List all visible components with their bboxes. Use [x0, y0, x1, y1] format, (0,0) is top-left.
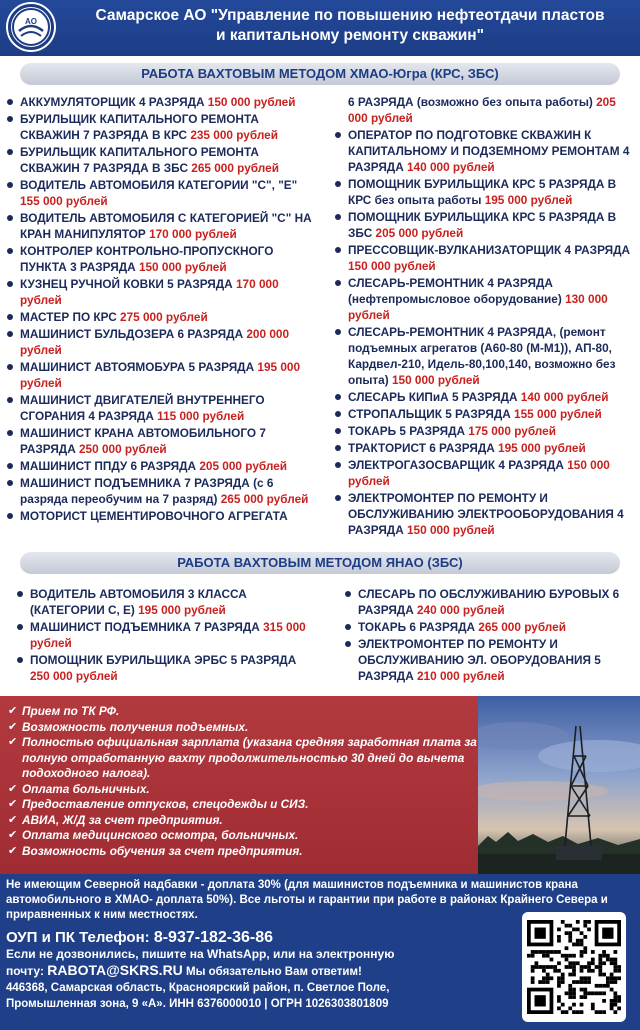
vacancy-title: ВОДИТЕЛЬ АВТОМОБИЛЯ 3 КЛАССА (КАТЕГОРИИ С, Е) — [30, 587, 247, 617]
vacancy-item — [6, 210, 318, 242]
vacancy-item — [334, 440, 636, 456]
vacancy-item — [344, 586, 636, 618]
vacancy-title: КОНТРОЛЕР КОНТРОЛЬНО-ПРОПУСКНОГО ПУНКТА 3 РАЗРЯДА — [20, 244, 274, 274]
checkmark-icon: ✔ — [8, 736, 18, 748]
vacancy-title: ТРАКТОРИСТ 6 РАЗРЯДА — [348, 441, 499, 455]
vacancy-salary: 265 000 рублей — [191, 161, 279, 175]
vacancy-salary: 250 000 рублей — [79, 442, 167, 456]
phone-number[interactable]: 8-937-182-36-86 — [153, 929, 274, 946]
vacancy-item — [6, 508, 318, 524]
email-line — [6, 962, 506, 980]
vacancy-salary: 210 000 рублей — [417, 669, 505, 683]
benefit-text: АВИА, Ж/Д за счет предприятия. — [22, 812, 223, 827]
vacancy-item — [16, 586, 316, 618]
vacancy-title: МАСТЕР ПО КРС — [20, 310, 121, 324]
vacancy-salary: 275 000 рублей — [120, 310, 208, 324]
benefit-text: Полностью официальная зарплата (указана средняя заработная плата за полную отработанную вахту продолжительностью 30 дней до вычета подоходного налога). — [22, 735, 477, 780]
vacancy-title: МАШИНИСТ БУЛЬДОЗЕРА 6 РАЗРЯДА — [20, 327, 247, 341]
vacancy-item — [6, 276, 318, 308]
benefit-item — [8, 813, 478, 829]
vacancy-salary: 315 000 рублей — [30, 620, 306, 650]
vacancy-item — [6, 359, 318, 391]
vacancy-item — [6, 392, 318, 424]
khmao-vacancies-left — [6, 94, 318, 525]
vacancy-title: МАШИНИСТ ПОДЪЕМНИКА 7 РАЗРЯДА (с 6 разряда переобучим на 7 разряд) — [20, 476, 274, 506]
yanao-vacancies-left — [16, 586, 316, 685]
checkmark-icon: ✔ — [8, 705, 18, 717]
vacancy-salary: 195 000 рублей — [498, 441, 586, 455]
vacancy-item — [334, 406, 636, 422]
benefit-text: Возможность получения подъемных. — [22, 719, 249, 734]
checkmark-icon: ✔ — [8, 782, 18, 795]
vacancy-salary: 155 000 рублей — [20, 194, 108, 208]
vacancy-salary: 195 000 рублей — [20, 360, 301, 390]
vacancy-salary: 265 000 рублей — [478, 620, 566, 634]
vacancy-item — [6, 94, 318, 110]
vacancy-title: ПОМОЩНИК БУРИЛЬЩИКА ЭРБС 5 РАЗРЯДА — [30, 653, 297, 667]
section-title-yanao: РАБОТА ВАХТОВЫМ МЕТОДОМ ЯНАО (ЗБС) — [20, 552, 620, 574]
vacancy-salary: 205 000 рублей — [375, 226, 464, 240]
vacancy-salary: 150 000 рублей — [138, 260, 227, 274]
address-line-2: Промышленная зона, 9 «А». ИНН 6376000010 | ОГРН 1026303801809 — [6, 998, 389, 1010]
benefit-text: Прием по ТК РФ. — [22, 704, 120, 718]
vacancy-item — [334, 490, 636, 538]
benefit-item — [8, 720, 478, 736]
benefit-item — [8, 782, 478, 798]
vacancy-salary: 205 000 рублей — [199, 459, 288, 473]
vacancy-item — [334, 324, 636, 388]
vacancy-item — [334, 94, 636, 126]
vacancy-title: МАШИНИСТ АВТОЯМОБУРА 5 РАЗРЯДА — [20, 360, 258, 374]
vacancy-item — [6, 458, 318, 474]
benefit-text: Возможность обучения за счет предприятия. — [22, 843, 303, 858]
company-title — [70, 6, 630, 46]
address-line-1: 446368, Самарская область, Красноярский район, п. Светлое Поле, — [6, 982, 390, 994]
company-logo — [8, 4, 54, 50]
benefit-item — [8, 844, 478, 860]
vacancy-salary: 130 000 рублей — [348, 292, 608, 322]
vacancy-title: ЭЛЕКТРОМОНТЕР ПО РЕМОНТУ И ОБСЛУЖИВАНИЮ ЭЛ. ОБОРУДОВАНИЯ 5 РАЗРЯДА — [358, 637, 601, 683]
vacancy-title: ЭЛЕКТРОМОНТЕР ПО РЕМОНТУ И ОБСЛУЖИВАНИЮ ЭЛЕКТРООБОРУДОВАНИЯ 4 РАЗРЯДА — [348, 491, 624, 537]
vacancy-item — [334, 127, 636, 175]
vacancy-salary: 195 000 рублей — [138, 603, 226, 617]
email-link[interactable]: RABOTA@SKRS.RU — [47, 962, 183, 978]
vacancy-salary: 205 000 рублей — [348, 95, 616, 125]
vacancy-item — [334, 275, 636, 323]
phone-label: ОУП и ПК Телефон: — [6, 929, 154, 946]
benefits-list — [0, 696, 478, 859]
vacancies-panel — [0, 56, 640, 696]
vacancy-title: СТРОПАЛЬЩИК 5 РАЗРЯДА — [348, 407, 515, 421]
vacancy-title: СЛЕСАРЬ-РЕМОНТНИК 4 РАЗРЯДА, (ремонт подъемных агрегатов (А60-80 (М-М1)), АП-80, Кардвел-210, Идель-80,100,140, возможно без опыта) — [348, 325, 616, 387]
vacancy-salary: 175 000 рублей — [468, 424, 556, 438]
north-allowance-note: Не имеющим Северной надбавки - доплата 30% (для машинистов подъемника и машинистов крана автомобильного в ХМАО- доплата 50%). Все льготы и гарантии при работе в районах Крайнего Севера и приравненных к ним местностях. — [6, 879, 608, 921]
vacancy-title: ВОДИТЕЛЬ АВТОМОБИЛЯ С КАТЕГОРИЕЙ "С" НА КРАН МАНИПУЛЯТОР — [20, 211, 312, 241]
vacancy-title: ОПЕРАТОР ПО ПОДГОТОВКЕ СКВАЖИН К КАПИТАЛЬНОМУ И ПОДЗЕМНОМУ РЕМОНТАМ 4 РАЗРЯДА — [348, 128, 630, 174]
vacancy-item — [6, 177, 318, 209]
vacancy-salary: 150 000 рублей — [407, 523, 495, 537]
vacancy-title: МАШИНИСТ КРАНА АВТОМОБИЛЬНОГО 7 РАЗРЯДА — [20, 426, 266, 456]
logo-emblem-icon — [11, 7, 51, 47]
whatsapp-line: Если не дозвонились, пишите на WhatsApp, или на электронную — [6, 947, 395, 961]
vacancy-salary: 265 000 рублей — [220, 492, 309, 506]
vacancy-title: МАШИНИСТ ППДУ 6 РАЗРЯДА — [20, 459, 200, 473]
vacancy-title: СЛЕСАРЬ ПО ОБСЛУЖИВАНИЮ БУРОВЫХ 6 РАЗРЯДА — [358, 587, 620, 617]
benefit-item — [8, 797, 478, 813]
vacancy-item — [6, 475, 318, 507]
vacancy-item — [334, 242, 636, 274]
vacancy-title: ПОМОЩНИК БУРИЛЬЩИКА КРС 5 РАЗРЯДА В КРС без опыта работы — [348, 177, 617, 207]
vacancy-item — [334, 209, 636, 241]
vacancy-title: МОТОРИСТ ЦЕМЕНТИРОВОЧНОГО АГРЕГАТА — [20, 509, 288, 523]
checkmark-icon: ✔ — [8, 720, 18, 733]
qr-code[interactable] — [522, 912, 626, 1022]
benefit-item — [8, 704, 478, 720]
vacancy-title: ЭЛЕКТРОГАЗОСВАРЩИК 4 РАЗРЯДА — [348, 458, 568, 472]
email-label: почту: — [6, 964, 48, 978]
vacancy-salary: 195 000 рублей — [484, 193, 573, 207]
vacancy-item — [334, 176, 636, 208]
benefit-item — [8, 735, 478, 782]
vacancy-salary: 140 000 рублей — [520, 390, 609, 404]
vacancy-item — [334, 389, 636, 405]
vacancy-salary: 170 000 рублей — [20, 277, 279, 307]
vacancy-title: 6 РАЗРЯДА (возможно без опыта работы) — [348, 95, 597, 109]
drilling-rig-photo — [478, 696, 640, 874]
vacancy-title: ТОКАРЬ 6 РАЗРЯДА — [358, 620, 479, 634]
vacancy-item — [6, 309, 318, 325]
vacancy-item — [6, 144, 318, 176]
vacancy-item — [6, 326, 318, 358]
svg-text:АО: АО — [25, 17, 37, 26]
vacancy-title: МАШИНИСТ ДВИГАТЕЛЕЙ ВНУТРЕННЕГО СГОРАНИЯ 4 РАЗРЯДА — [20, 393, 265, 423]
vacancy-salary: 150 000 рублей — [348, 259, 436, 273]
vacancy-title: КУЗНЕЦ РУЧНОЙ КОВКИ 5 РАЗРЯДА — [20, 277, 236, 291]
yanao-vacancies-right — [344, 586, 636, 685]
checkmark-icon: ✔ — [8, 829, 18, 841]
vacancy-item — [334, 457, 636, 489]
checkmark-icon: ✔ — [8, 844, 18, 857]
vacancy-title: ПРЕССОВЩИК-ВУЛКАНИЗАТОРЩИК 4 РАЗРЯДА — [348, 243, 631, 257]
vacancy-salary: 240 000 рублей — [417, 603, 505, 617]
benefit-text: Предоставление отпусков, спецодежды и СИЗ. — [22, 797, 309, 811]
phone-line — [6, 930, 506, 946]
vacancy-salary: 170 000 рублей — [149, 227, 237, 241]
section-title-khmao: РАБОТА ВАХТОВЫМ МЕТОДОМ ХМАО-Югра (КРС, ЗБС) — [20, 63, 620, 85]
vacancy-title: СЛЕСАРЬ КИПиА 5 РАЗРЯДА — [348, 390, 521, 404]
vacancy-salary: 140 000 рублей — [407, 160, 495, 174]
vacancy-salary: 200 000 рублей — [20, 327, 290, 357]
khmao-vacancies-right — [334, 94, 636, 539]
title-line-2: и капитальному ремонту скважин" — [216, 27, 484, 44]
vacancy-salary: 150 000 рублей — [348, 458, 610, 488]
title-line-1: Самарское АО "Управление по повышению нефтеотдачи пластов — [95, 7, 605, 24]
benefit-text: Оплата медицинского осмотра, больничных. — [22, 828, 299, 842]
email-suffix: Мы обязательно Вам ответим! — [182, 966, 362, 978]
vacancy-salary: 150 000 рублей — [391, 373, 480, 387]
vacancy-title: АККУМУЛЯТОРЩИК 4 РАЗРЯДА — [20, 95, 208, 109]
vacancy-item — [6, 111, 318, 143]
vacancy-item — [344, 636, 636, 684]
vacancy-title: ВОДИТЕЛЬ АВТОМОБИЛЯ КАТЕГОРИИ "С", "Е" — [20, 178, 298, 192]
vacancy-salary: 115 000 рублей — [157, 409, 245, 423]
vacancy-title: МАШИНИСТ ПОДЪЕМНИКА 7 РАЗРЯДА — [30, 620, 264, 634]
qr-code-icon — [527, 917, 621, 1017]
vacancy-title: БУРИЛЬЩИК КАПИТАЛЬНОГО РЕМОНТА СКВАЖИН 7 РАЗРЯДА В КРС — [20, 112, 259, 142]
vacancy-salary: 150 000 рублей — [207, 95, 296, 109]
contacts-block — [6, 930, 506, 1012]
checkmark-icon: ✔ — [8, 813, 18, 826]
vacancy-item — [6, 425, 318, 457]
vacancy-title: ПОМОЩНИК БУРИЛЬЩИКА КРС 5 РАЗРЯДА В ЗБС — [348, 210, 617, 240]
vacancy-title: СЛЕСАРЬ-РЕМОНТНИК 4 РАЗРЯДА (нефтепромысловое оборудование) — [348, 276, 566, 306]
vacancy-item — [16, 652, 316, 684]
vacancy-item — [16, 619, 316, 651]
vacancy-title: ТОКАРЬ 5 РАЗРЯДА — [348, 424, 469, 438]
vacancy-salary: 250 000 рублей — [30, 669, 118, 683]
vacancy-salary: 155 000 рублей — [514, 407, 602, 421]
benefits-box — [0, 696, 478, 874]
vacancy-title: БУРИЛЬЩИК КАПИТАЛЬНОГО РЕМОНТА СКВАЖИН 7 РАЗРЯДА В ЗБС — [20, 145, 259, 175]
vacancy-item — [334, 423, 636, 439]
vacancy-salary: 235 000 рублей — [190, 128, 278, 142]
checkmark-icon: ✔ — [8, 798, 18, 810]
header — [0, 0, 640, 56]
benefit-item — [8, 828, 478, 844]
benefit-text: Оплата больничных. — [22, 781, 150, 796]
vacancy-item — [6, 243, 318, 275]
vacancy-item — [344, 619, 636, 635]
